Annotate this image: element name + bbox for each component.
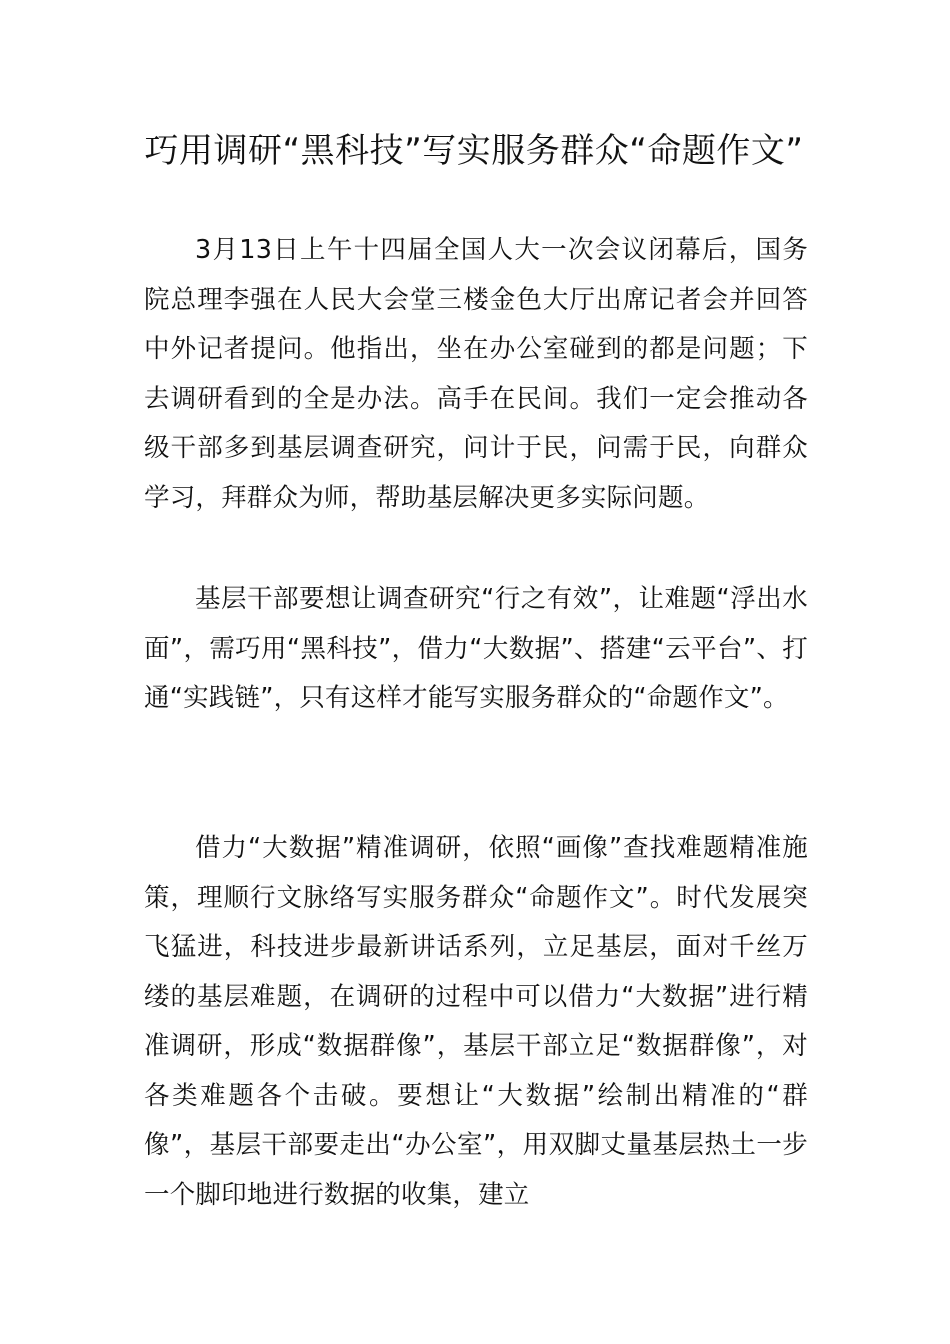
paragraph-2: 基层干部要想让调查研究“行之有效”，让难题“浮出水面”，需巧用“黑科技”，借力“大数据”、搭建“云平台”、打通“实践链”，只有这样才能写实服务群众的“命题作文”。 xyxy=(144,584,808,713)
paragraph-1: 3月13日上午十四届全国人大一次会议闭幕后，国务院总理李强在人民大会堂三楼金色大厅出席记者会并回答中外记者提问。他指出，坐在办公室碰到的都是问题；下去调研看到的全是办法。高手在民间。我们一定会推动各级干部多到基层调查研究，问计于民，问需于民，向群众学习，拜群众为师，帮助基层解决更多实际问题。 xyxy=(144,235,808,513)
document-title: 巧用调研“黑科技”写实服务群众“命题作文” xyxy=(144,131,804,171)
paragraph-3: 借力“大数据”精准调研，依照“画像”查找难题精准施策，理顺行文脉络写实服务群众“命题作文”。时代发展突飞猛进，科技进步最新讲话系列，立足基层，面对千丝万缕的基层难题，在调研的过程中可以借力“大数据”进行精准调研，形成“数据群像”，基层干部立足“数据群像”，对各类难题各个击破。要想让“大数据”绘制出精准的“群像”，基层干部要走出“办公室”，用双脚丈量基层热土一步一个脚印地进行数据的收集，建立 xyxy=(144,833,808,1210)
